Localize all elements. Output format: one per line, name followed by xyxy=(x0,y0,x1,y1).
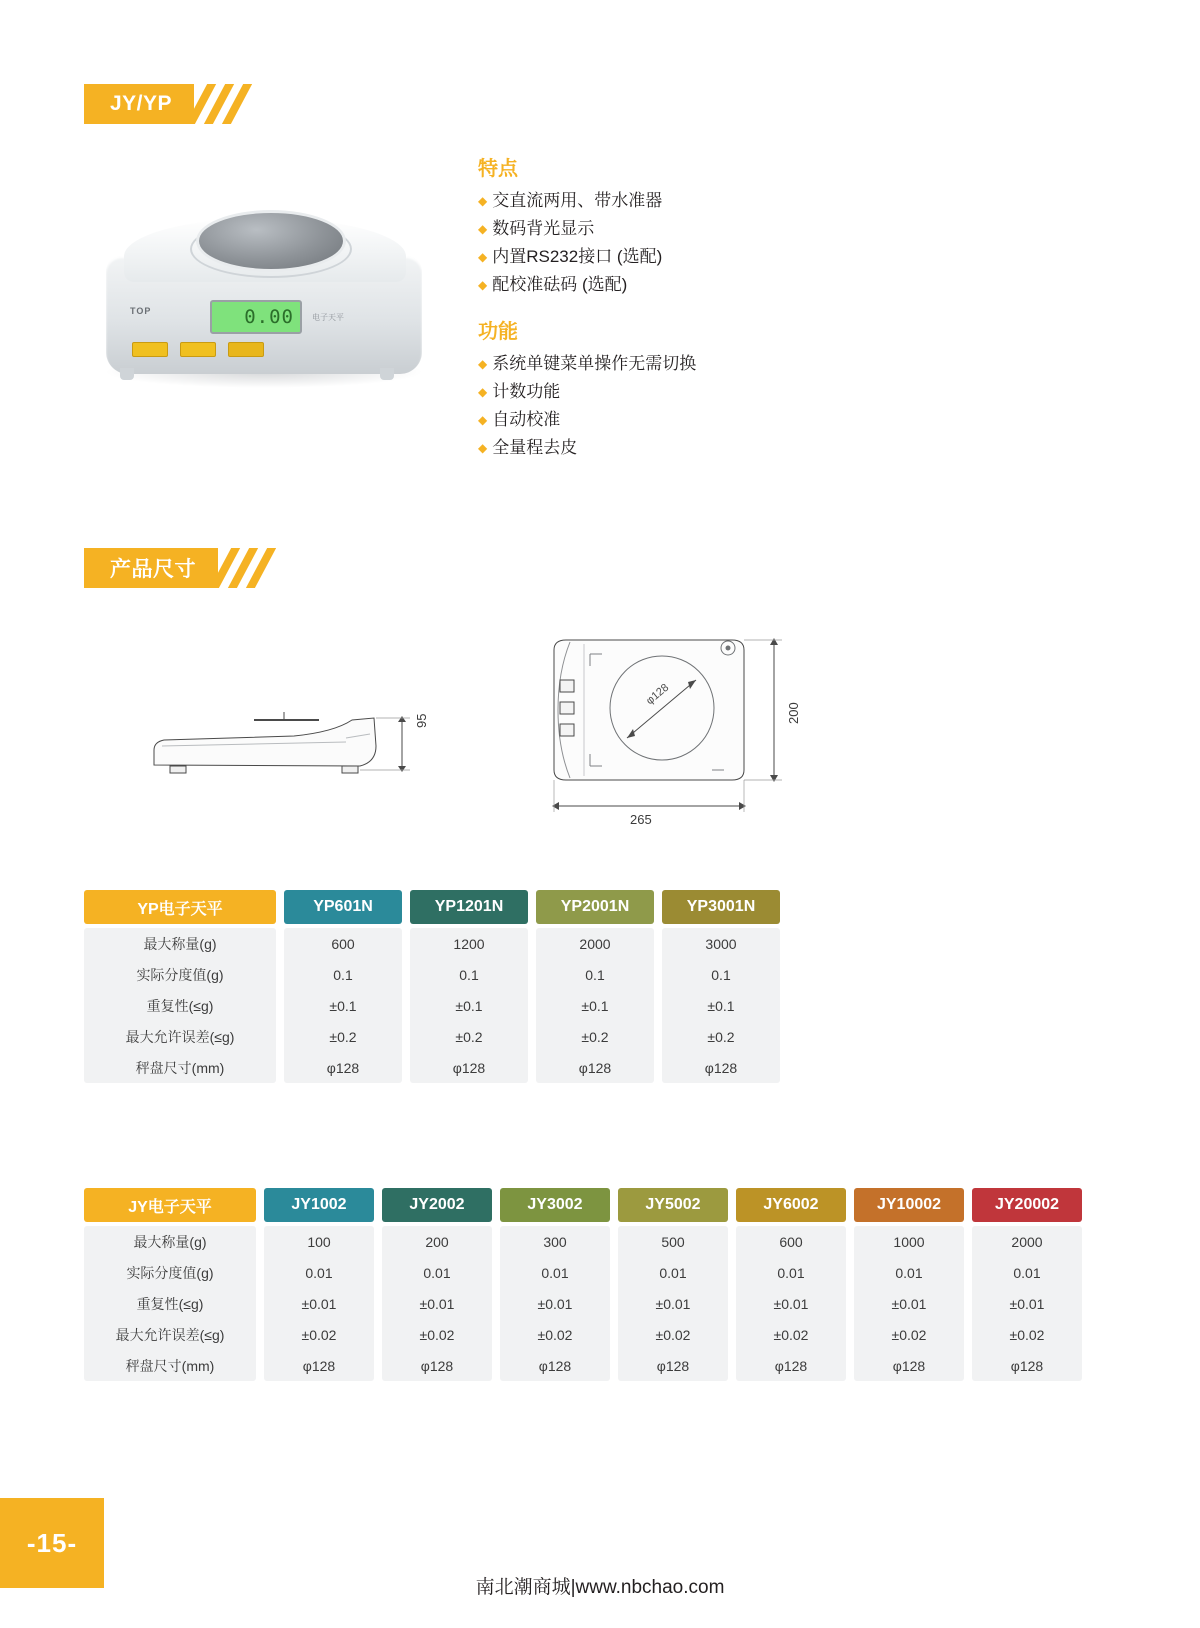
cell: ±0.01 xyxy=(537,1295,573,1312)
cell: ±0.02 xyxy=(419,1326,455,1343)
spec-jy-label-body xyxy=(84,1226,256,1381)
spec-yp-column-3 xyxy=(662,890,780,1083)
cell: φ128 xyxy=(656,1357,690,1374)
balance-weighing-pan xyxy=(196,210,346,272)
bullet-icon: ◆ xyxy=(478,441,488,455)
features-heading: 特点 xyxy=(478,158,518,180)
balance-button-power xyxy=(132,342,168,357)
balance-foot-right xyxy=(380,368,394,380)
dimension-label-width: 265 xyxy=(630,812,652,827)
spec-table-yp xyxy=(84,890,780,1083)
spec-table-jy xyxy=(84,1188,1082,1381)
row-header: 实际分度值(g) xyxy=(136,966,224,983)
bullet-icon: ◆ xyxy=(478,194,488,208)
cell: 2000 xyxy=(579,935,611,952)
spec-jy-model-1: JY2002 xyxy=(382,1188,492,1222)
dimension-label-pan-diameter: φ128 xyxy=(644,681,672,708)
functions-list xyxy=(478,350,898,462)
cell: ±0.1 xyxy=(581,997,609,1014)
cell: ±0.02 xyxy=(891,1326,927,1343)
feature-text: 内置RS232接口 (选配) xyxy=(492,247,663,266)
footer-site: 南北潮商城|www.nbchao.com xyxy=(475,1577,725,1598)
balance-lcd-display xyxy=(210,300,302,334)
spec-jy-model-5: JY10002 xyxy=(854,1188,964,1222)
cell: ±0.02 xyxy=(301,1326,337,1343)
row-header: 秤盘尺寸(mm) xyxy=(135,1059,225,1076)
list-item xyxy=(478,243,898,271)
balance-brand-label: TOP xyxy=(130,306,152,316)
bullet-icon: ◆ xyxy=(478,250,488,264)
banner-bar xyxy=(84,84,194,124)
spec-jy-column-1 xyxy=(382,1188,492,1381)
cell: ±0.2 xyxy=(707,1028,735,1045)
cell: ±0.02 xyxy=(1009,1326,1045,1343)
cell: φ128 xyxy=(774,1357,808,1374)
spec-jy-column-0 xyxy=(264,1188,374,1381)
dimension-svg xyxy=(84,620,1114,840)
cell: ±0.1 xyxy=(707,997,735,1014)
section-banner-series xyxy=(84,84,252,124)
cell: ±0.2 xyxy=(329,1028,357,1045)
row-header: 重复性(≤g) xyxy=(146,997,214,1014)
cell: 0.1 xyxy=(333,966,353,983)
cell: φ128 xyxy=(704,1059,738,1076)
cell: 0.1 xyxy=(711,966,731,983)
cell: 0.01 xyxy=(423,1264,451,1281)
dimension-label-depth: 200 xyxy=(786,702,801,724)
cell: 600 xyxy=(779,1233,803,1250)
bullet-icon: ◆ xyxy=(478,278,488,292)
cell: 100 xyxy=(307,1233,331,1250)
cell: ±0.01 xyxy=(301,1295,337,1312)
cell: 0.1 xyxy=(585,966,605,983)
cell: 2000 xyxy=(1011,1233,1043,1250)
function-text: 全量程去皮 xyxy=(492,438,578,457)
cell: 3000 xyxy=(705,935,737,952)
cell: 600 xyxy=(331,935,355,952)
functions-heading: 功能 xyxy=(478,321,518,343)
cell: φ128 xyxy=(452,1059,486,1076)
cell: 1200 xyxy=(453,935,485,952)
page-number: -15- xyxy=(26,1528,78,1558)
bullet-icon: ◆ xyxy=(478,357,488,371)
spec-jy-model-2: JY3002 xyxy=(500,1188,610,1222)
balance-model-label: 电子天平 xyxy=(312,313,344,322)
spec-jy-model-0: JY1002 xyxy=(264,1188,374,1222)
spec-yp-column-1 xyxy=(410,890,528,1083)
cell: 300 xyxy=(543,1233,567,1250)
spec-jy-model-4: JY6002 xyxy=(736,1188,846,1222)
balance-foot-left xyxy=(120,368,134,380)
cell: φ128 xyxy=(538,1357,572,1374)
list-item xyxy=(478,434,898,462)
function-text: 自动校准 xyxy=(492,410,561,429)
dimension-label-height: 95 xyxy=(414,713,429,728)
spec-jy-column-4 xyxy=(736,1188,846,1381)
banner-title-series: JY/YP xyxy=(110,92,173,115)
cell: 0.01 xyxy=(777,1264,805,1281)
list-item xyxy=(478,406,898,434)
list-item xyxy=(478,187,898,215)
row-header: 最大称量(g) xyxy=(133,1233,207,1250)
features-list xyxy=(478,187,898,299)
cell: ±0.1 xyxy=(329,997,357,1014)
cell: 200 xyxy=(425,1233,449,1250)
cell: φ128 xyxy=(420,1357,454,1374)
spec-yp-title: YP电子天平 xyxy=(84,890,276,924)
cell: φ128 xyxy=(302,1357,336,1374)
bullet-icon: ◆ xyxy=(478,222,488,236)
cell: ±0.1 xyxy=(455,997,483,1014)
lcd-value: 0.00 xyxy=(244,306,294,328)
row-header: 最大称量(g) xyxy=(143,935,217,952)
cell: ±0.01 xyxy=(419,1295,455,1312)
cell: ±0.02 xyxy=(655,1326,691,1343)
banner-title-dimensions: 产品尺寸 xyxy=(110,558,196,581)
section-banner-dimensions xyxy=(84,548,276,588)
spec-jy-model-6: JY20002 xyxy=(972,1188,1082,1222)
features-panel xyxy=(478,152,898,462)
spec-jy-column-3 xyxy=(618,1188,728,1381)
cell: 0.1 xyxy=(459,966,479,983)
banner-stripes xyxy=(194,84,252,124)
bullet-icon: ◆ xyxy=(478,413,488,427)
spec-yp-model-3: YP3001N xyxy=(662,890,780,924)
spec-yp-label-column xyxy=(84,890,276,1083)
feature-text: 数码背光显示 xyxy=(492,219,595,238)
cell: φ128 xyxy=(1010,1357,1044,1374)
spec-yp-model-1: YP1201N xyxy=(410,890,528,924)
spec-jy-column-2 xyxy=(500,1188,610,1381)
feature-text: 交直流两用、带水准器 xyxy=(492,191,663,210)
cell: 0.01 xyxy=(541,1264,569,1281)
spec-yp-model-2: YP2001N xyxy=(536,890,654,924)
cell: φ128 xyxy=(578,1059,612,1076)
cell: ±0.01 xyxy=(773,1295,809,1312)
balance-button-calibrate xyxy=(180,342,216,357)
spec-yp-column-0 xyxy=(284,890,402,1083)
cell: φ128 xyxy=(326,1059,360,1076)
cell: ±0.02 xyxy=(773,1326,809,1343)
spec-jy-label-column xyxy=(84,1188,256,1381)
cell: 0.01 xyxy=(895,1264,923,1281)
function-text: 计数功能 xyxy=(492,382,561,401)
row-header: 最大允许误差(≤g) xyxy=(115,1326,225,1343)
cell: 1000 xyxy=(893,1233,925,1250)
banner-bar xyxy=(84,548,218,588)
row-header: 最大允许误差(≤g) xyxy=(125,1028,235,1045)
cell: ±0.01 xyxy=(891,1295,927,1312)
banner-stripes xyxy=(218,548,276,588)
spec-jy-title: JY电子天平 xyxy=(84,1188,256,1222)
cell: ±0.02 xyxy=(537,1326,573,1343)
spec-yp-column-2 xyxy=(536,890,654,1083)
list-item xyxy=(478,350,898,378)
function-text: 系统单键菜单操作无需切换 xyxy=(492,354,697,373)
spec-jy-model-3: JY5002 xyxy=(618,1188,728,1222)
row-header: 实际分度值(g) xyxy=(126,1264,214,1281)
feature-text: 配校准砝码 (选配) xyxy=(492,275,628,294)
cell: ±0.2 xyxy=(581,1028,609,1045)
cell: 0.01 xyxy=(1013,1264,1041,1281)
balance-button-tare xyxy=(228,342,264,357)
list-item xyxy=(478,378,898,406)
bullet-icon: ◆ xyxy=(478,385,488,399)
dimension-drawings xyxy=(84,620,1114,840)
cell: 0.01 xyxy=(659,1264,687,1281)
spec-yp-label-body xyxy=(84,928,276,1083)
cell: ±0.01 xyxy=(1009,1295,1045,1312)
list-item xyxy=(478,215,898,243)
cell: 0.01 xyxy=(305,1264,333,1281)
row-header: 秤盘尺寸(mm) xyxy=(125,1357,215,1374)
list-item xyxy=(478,271,898,299)
spec-yp-model-0: YP601N xyxy=(284,890,402,924)
cell: φ128 xyxy=(892,1357,926,1374)
product-photo xyxy=(84,160,454,460)
cell: 500 xyxy=(661,1233,685,1250)
cell: ±0.01 xyxy=(655,1295,691,1312)
spec-jy-column-5 xyxy=(854,1188,964,1381)
spec-jy-column-6 xyxy=(972,1188,1082,1381)
row-header: 重复性(≤g) xyxy=(136,1295,204,1312)
cell: ±0.2 xyxy=(455,1028,483,1045)
